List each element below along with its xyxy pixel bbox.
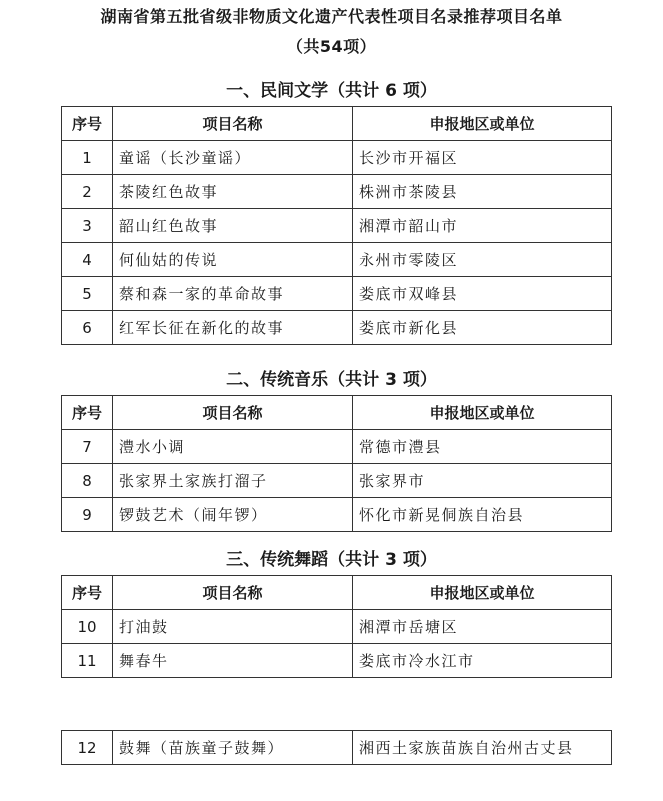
cell-seq: 12 xyxy=(62,731,113,765)
table-row xyxy=(62,498,612,532)
table-row xyxy=(62,430,612,464)
cell-region: 湘潭市韶山市 xyxy=(353,209,612,243)
header-name: 项目名称 xyxy=(113,107,353,141)
table-header-row xyxy=(62,107,612,141)
header-region: 申报地区或单位 xyxy=(353,107,612,141)
cell-region: 湘西土家族苗族自治州古丈县 xyxy=(353,731,612,765)
traditional-music-table xyxy=(61,395,612,532)
cell-name: 茶陵红色故事 xyxy=(113,175,353,209)
document-title: 湖南省第五批省级非物质文化遗产代表性项目名录推荐项目名单 xyxy=(100,7,563,26)
cell-region: 湘潭市岳塘区 xyxy=(353,610,612,644)
cell-region: 长沙市开福区 xyxy=(353,141,612,175)
table-header-row xyxy=(62,396,612,430)
cell-name: 韶山红色故事 xyxy=(113,209,353,243)
document-subtitle: （共54项） xyxy=(286,37,377,56)
cell-seq: 11 xyxy=(62,644,113,678)
section-heading-traditional-dance: 三、传统舞蹈（共计 3 项） xyxy=(226,550,437,570)
cell-seq: 7 xyxy=(62,430,113,464)
table-header-row xyxy=(62,576,612,610)
cell-seq: 2 xyxy=(62,175,113,209)
table-row xyxy=(62,141,612,175)
folk-literature-table xyxy=(61,106,612,345)
cell-region: 娄底市冷水江市 xyxy=(353,644,612,678)
section-heading-traditional-music: 二、传统音乐（共计 3 项） xyxy=(226,370,437,390)
traditional-dance-table xyxy=(61,575,612,678)
cell-region: 张家界市 xyxy=(353,464,612,498)
cell-seq: 9 xyxy=(62,498,113,532)
table-row xyxy=(62,644,612,678)
cell-name: 锣鼓艺术（闹年锣） xyxy=(113,498,353,532)
header-region: 申报地区或单位 xyxy=(353,396,612,430)
cell-name: 童谣（长沙童谣） xyxy=(113,141,353,175)
cell-name: 打油鼓 xyxy=(113,610,353,644)
header-region: 申报地区或单位 xyxy=(353,576,612,610)
cell-name: 红军长征在新化的故事 xyxy=(113,311,353,345)
table-row xyxy=(62,209,612,243)
cell-seq: 6 xyxy=(62,311,113,345)
cell-region: 娄底市双峰县 xyxy=(353,277,612,311)
cell-name: 鼓舞（苗族童子鼓舞） xyxy=(113,731,353,765)
table-row xyxy=(62,311,612,345)
cell-seq: 5 xyxy=(62,277,113,311)
cell-region: 娄底市新化县 xyxy=(353,311,612,345)
cell-region: 怀化市新晃侗族自治县 xyxy=(353,498,612,532)
section-heading-folk-literature: 一、民间文学（共计 6 项） xyxy=(226,81,437,101)
cell-seq: 3 xyxy=(62,209,113,243)
cell-region: 株洲市茶陵县 xyxy=(353,175,612,209)
header-name: 项目名称 xyxy=(113,576,353,610)
table-row xyxy=(62,610,612,644)
cell-seq: 1 xyxy=(62,141,113,175)
cell-region: 常德市澧县 xyxy=(353,430,612,464)
cell-name: 何仙姑的传说 xyxy=(113,243,353,277)
cell-name: 张家界土家族打溜子 xyxy=(113,464,353,498)
table-row xyxy=(62,243,612,277)
cell-seq: 10 xyxy=(62,610,113,644)
cell-name: 蔡和森一家的革命故事 xyxy=(113,277,353,311)
table-row xyxy=(62,175,612,209)
cell-name: 澧水小调 xyxy=(113,430,353,464)
table-row xyxy=(62,277,612,311)
table-row xyxy=(62,464,612,498)
continued-table xyxy=(61,730,612,765)
header-seq: 序号 xyxy=(62,396,113,430)
header-name: 项目名称 xyxy=(113,396,353,430)
table-row xyxy=(62,731,612,765)
cell-region: 永州市零陵区 xyxy=(353,243,612,277)
header-seq: 序号 xyxy=(62,576,113,610)
cell-seq: 8 xyxy=(62,464,113,498)
cell-name: 舞春牛 xyxy=(113,644,353,678)
header-seq: 序号 xyxy=(62,107,113,141)
cell-seq: 4 xyxy=(62,243,113,277)
